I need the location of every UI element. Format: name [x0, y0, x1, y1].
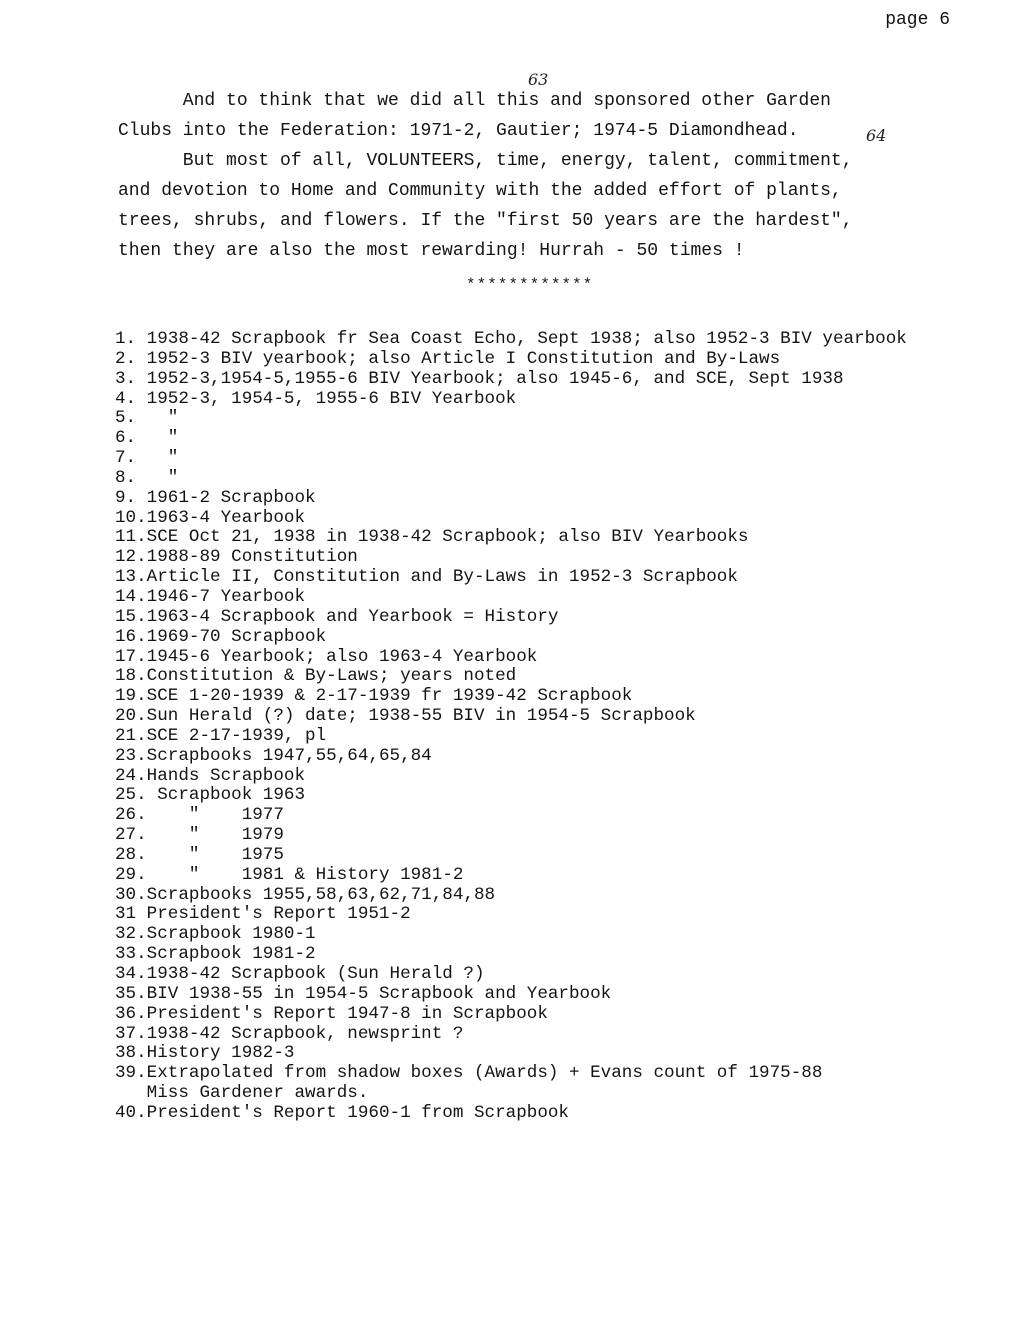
- endnote-line: 9. 1961-2 Scrapbook: [115, 487, 316, 508]
- endnote-line: 39.Extrapolated from shadow boxes (Awards) + Evans count of 1975-88: [115, 1063, 823, 1084]
- paragraph-line: then they are also the most rewarding! Hurrah - 50 times !: [118, 241, 745, 261]
- paragraph-line: trees, shrubs, and flowers. If the "first 50 years are the hardest",: [118, 211, 853, 231]
- endnote-line: 23.Scrapbooks 1947,55,64,65,84: [115, 745, 432, 766]
- endnote-line: 18.Constitution & By-Laws; years noted: [115, 666, 517, 687]
- endnote-line: 34.1938-42 Scrapbook (Sun Herald ?): [115, 964, 485, 984]
- endnote-line: 24.Hands Scrapbook: [115, 765, 306, 786]
- endnote-line: 4. 1952-3, 1954-5, 1955-6 BIV Yearbook: [115, 388, 517, 409]
- endnote-line: 15.1963-4 Scrapbook and Yearbook = History: [115, 606, 559, 627]
- endnote-line: 14.1946-7 Yearbook: [115, 586, 306, 607]
- endnote-line: 2. 1952-3 BIV yearbook; also Article I Constitution and By-Laws: [115, 348, 781, 369]
- paragraph-line: But most of all, VOLUNTEERS, time, energy, talent, commitment,: [118, 151, 853, 171]
- endnote-line: 20.Sun Herald (?) date; 1938-55 BIV in 1954-5 Scrapbook: [115, 706, 696, 727]
- page-number: page 6: [885, 10, 950, 30]
- endnote-line: 5. ": [115, 408, 179, 429]
- endnote-line: 30.Scrapbooks 1955,58,63,62,71,84,88: [115, 884, 496, 905]
- paragraph-line: Clubs into the Federation: 1971-2, Gautier; 1974-5 Diamondhead.: [118, 121, 799, 141]
- endnote-line: 21.SCE 2-17-1939, pl: [115, 725, 327, 746]
- endnote-line: 1. 1938-42 Scrapbook fr Sea Coast Echo, Sept 1938; also 1952-3 BIV yearbook: [115, 329, 907, 349]
- endnote-line: 37.1938-42 Scrapbook, newsprint ?: [115, 1023, 464, 1044]
- endnote-line: 38.History 1982-3: [115, 1043, 295, 1064]
- endnote-line: 17.1945-6 Yearbook; also 1963-4 Yearbook: [115, 646, 538, 667]
- endnote-line: 13.Article II, Constitution and By-Laws in 1952-3 Scrapbook: [115, 567, 738, 588]
- endnote-line: 19.SCE 1-20-1939 & 2-17-1939 fr 1939-42 Scrapbook: [115, 686, 633, 707]
- endnote-line: 36.President's Report 1947-8 in Scrapbook: [115, 1003, 548, 1024]
- endnote-line: 35.BIV 1938-55 in 1954-5 Scrapbook and Yearbook: [115, 983, 612, 1004]
- endnote-line: 11.SCE Oct 21, 1938 in 1938-42 Scrapbook; also BIV Yearbooks: [115, 527, 749, 548]
- endnote-line: 40.President's Report 1960-1 from Scrapbook: [115, 1102, 569, 1123]
- paragraph-line: And to think that we did all this and sponsored other Garden: [118, 91, 831, 111]
- endnote-line: 7. ": [115, 448, 179, 469]
- endnote-line: 29. " 1981 & History 1981-2: [115, 864, 464, 885]
- endnote-line: 26. " 1977: [115, 805, 284, 826]
- handwritten-note: 64: [866, 126, 887, 145]
- endnote-line: 8. ": [115, 467, 179, 488]
- endnotes-list: [115, 330, 1015, 1124]
- endnote-line: 32.Scrapbook 1980-1: [115, 924, 316, 945]
- endnote-line: 25. Scrapbook 1963: [115, 785, 306, 806]
- endnote-line: 12.1988-89 Constitution: [115, 547, 358, 568]
- endnote-line: 33.Scrapbook 1981-2: [115, 944, 316, 965]
- endnote-line: 31 President's Report 1951-2: [115, 904, 411, 925]
- endnote-line: 27. " 1979: [115, 825, 284, 846]
- handwritten-note: 63: [528, 70, 549, 89]
- endnote-line: 6. ": [115, 428, 179, 449]
- closing-paragraph: [118, 86, 978, 266]
- endnote-line: 10.1963-4 Yearbook: [115, 507, 306, 528]
- separator-asterisks: ************: [466, 276, 594, 294]
- endnote-line: Miss Gardener awards.: [115, 1083, 369, 1104]
- endnote-line: 16.1969-70 Scrapbook: [115, 626, 327, 647]
- endnote-line: 3. 1952-3,1954-5,1955-6 BIV Yearbook; also 1945-6, and SCE, Sept 1938: [115, 368, 844, 389]
- paragraph-line: and devotion to Home and Community with the added effort of plants,: [118, 181, 842, 201]
- endnote-line: 28. " 1975: [115, 844, 284, 865]
